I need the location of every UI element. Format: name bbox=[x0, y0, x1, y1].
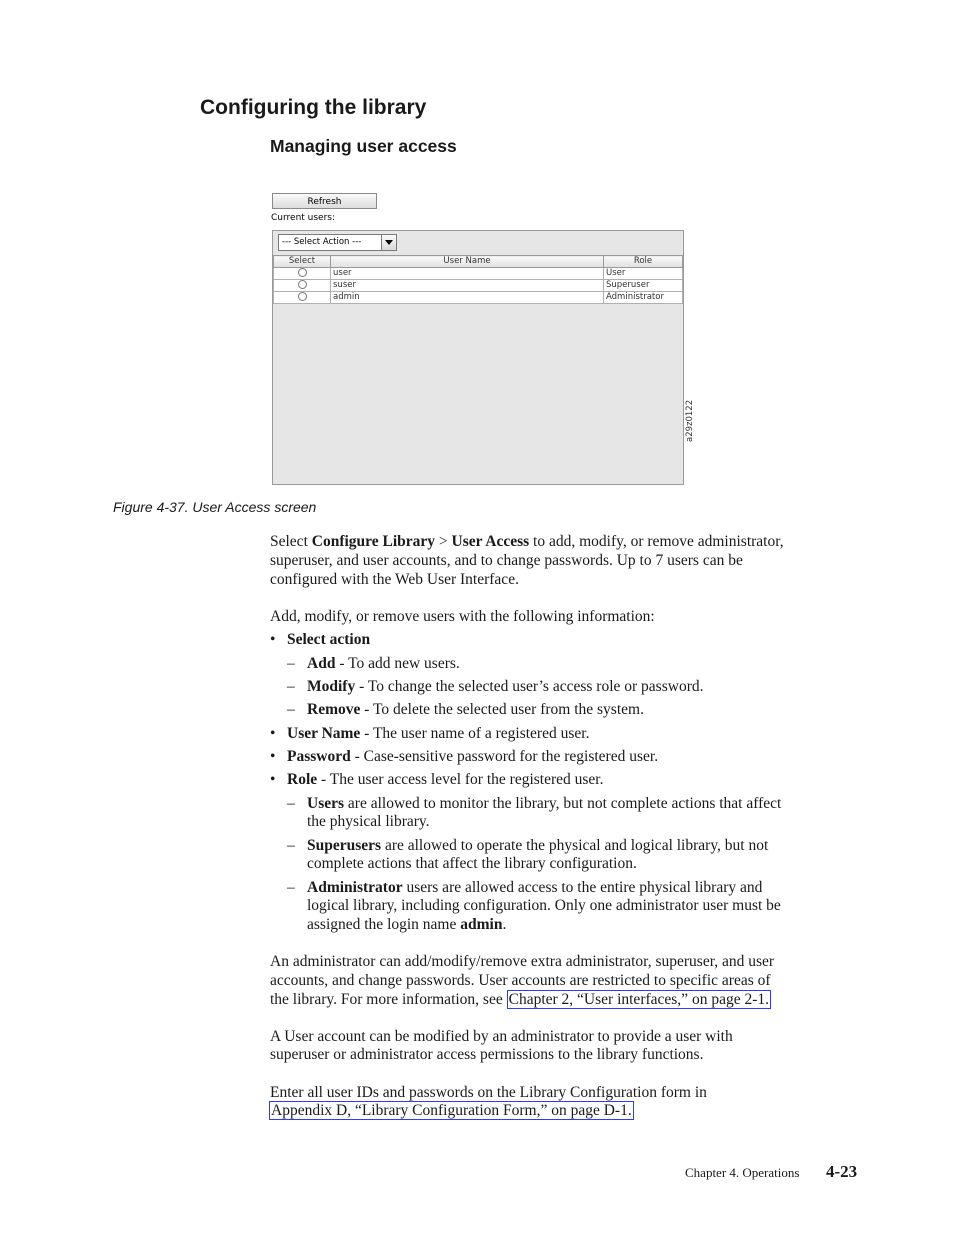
dash: – bbox=[287, 655, 295, 672]
role-cell: User bbox=[604, 268, 683, 280]
current-users-label: Current users: bbox=[271, 213, 336, 223]
menu-user-access: User Access bbox=[451, 533, 530, 550]
user-access-figure bbox=[270, 192, 700, 488]
figure-id: a29z0122 bbox=[685, 399, 695, 442]
radio-button[interactable] bbox=[298, 268, 307, 277]
bullet: • bbox=[270, 725, 276, 742]
bullet: • bbox=[270, 771, 276, 788]
list-item-modify: Modify - To change the selected user’s access role or password. bbox=[307, 678, 704, 695]
list-item-administrator-line-1: Administrator users are allowed access to the entire physical library and bbox=[307, 879, 763, 896]
refresh-button[interactable]: Refresh bbox=[272, 193, 377, 209]
users-table bbox=[273, 255, 683, 304]
table-row bbox=[274, 268, 683, 280]
para4-line-1: A User account can be modified by an administrator to provide a user with bbox=[270, 1028, 733, 1045]
role-cell: Superuser bbox=[604, 280, 683, 292]
list-item-superusers-line-2: complete actions that affect the library configuration. bbox=[307, 855, 637, 872]
list-item-users-line-1: Users are allowed to monitor the library, but not complete actions that affect bbox=[307, 795, 782, 812]
list-item-remove: Remove - To delete the selected user from the system. bbox=[307, 701, 644, 718]
radio-button[interactable] bbox=[298, 280, 307, 289]
users-panel bbox=[272, 230, 684, 485]
figure-caption: Figure 4-37. User Access screen bbox=[113, 499, 317, 515]
list-item-user-name: User Name - The user name of a registered user. bbox=[287, 725, 590, 742]
para5-line-1: Enter all user IDs and passwords on the Library Configuration form in bbox=[270, 1084, 707, 1101]
para3-line-1: An administrator can add/modify/remove extra administrator, superuser, and user bbox=[270, 953, 775, 970]
chapter-2-link[interactable]: Chapter 2, “User interfaces,” on page 2-1. bbox=[508, 991, 769, 1008]
radio-button[interactable] bbox=[298, 292, 307, 301]
intro-line-2: superuser, and user accounts, and to change passwords. Up to 7 users can be bbox=[270, 552, 743, 569]
column-header-user-name: User Name bbox=[331, 256, 604, 268]
list-item-password: Password - Case-sensitive password for the registered user. bbox=[287, 748, 659, 765]
list-item-administrator-line-2: logical library, including configuration. Only one administrator user must be bbox=[307, 897, 781, 914]
intro-paragraph-2: Add, modify, or remove users with the following information: bbox=[270, 608, 655, 625]
user-name-cell: user bbox=[331, 268, 604, 280]
table-row bbox=[274, 280, 683, 292]
appendix-d-link[interactable]: Appendix D, “Library Configuration Form,” on page D-1. bbox=[271, 1102, 632, 1119]
page-number: 4-23 bbox=[826, 1162, 858, 1181]
dash: – bbox=[287, 837, 295, 854]
bullet: • bbox=[270, 748, 276, 765]
user-name-cell: suser bbox=[331, 280, 604, 292]
dash: – bbox=[287, 879, 295, 896]
section-heading: Configuring the library bbox=[200, 96, 427, 119]
dash: – bbox=[287, 678, 295, 695]
intro-line-3: configured with the Web User Interface. bbox=[270, 571, 519, 588]
role-cell: Administrator bbox=[604, 292, 683, 304]
bullet: • bbox=[270, 631, 276, 648]
chevron-down-icon[interactable] bbox=[381, 234, 397, 251]
subsection-heading: Managing user access bbox=[270, 136, 457, 156]
column-header-select: Select bbox=[274, 256, 331, 268]
dash: – bbox=[287, 795, 295, 812]
select-action-dropdown[interactable]: --- Select Action --- bbox=[278, 234, 396, 251]
list-item-add: Add - To add new users. bbox=[307, 655, 460, 672]
table-row bbox=[274, 292, 683, 304]
footer-chapter: Chapter 4. Operations bbox=[685, 1165, 800, 1180]
user-name-cell: admin bbox=[331, 292, 604, 304]
list-item-administrator-line-3: assigned the login name admin. bbox=[307, 916, 507, 933]
list-item-superusers-line-1: Superusers are allowed to operate the physical and logical library, but not bbox=[307, 837, 769, 854]
para4-line-2: superuser or administrator access permissions to the library functions. bbox=[270, 1046, 704, 1063]
para3-line-3: the library. For more information, see Chapter 2, “User interfaces,” on page 2-1. bbox=[270, 991, 769, 1008]
list-item-select-action: Select action bbox=[287, 631, 371, 648]
list-item-users-line-2: the physical library. bbox=[307, 813, 430, 830]
intro-line-1: Select Configure Library > User Access to add, modify, or remove administrator, bbox=[270, 533, 784, 550]
para5-line-2 bbox=[269, 1101, 634, 1120]
column-header-role: Role bbox=[604, 256, 683, 268]
list-item-role: Role - The user access level for the registered user. bbox=[287, 771, 604, 788]
menu-configure-library: Configure Library bbox=[311, 533, 436, 550]
dash: – bbox=[287, 701, 295, 718]
para3-line-2: accounts, and change passwords. User accounts are restricted to specific areas of bbox=[270, 972, 771, 989]
